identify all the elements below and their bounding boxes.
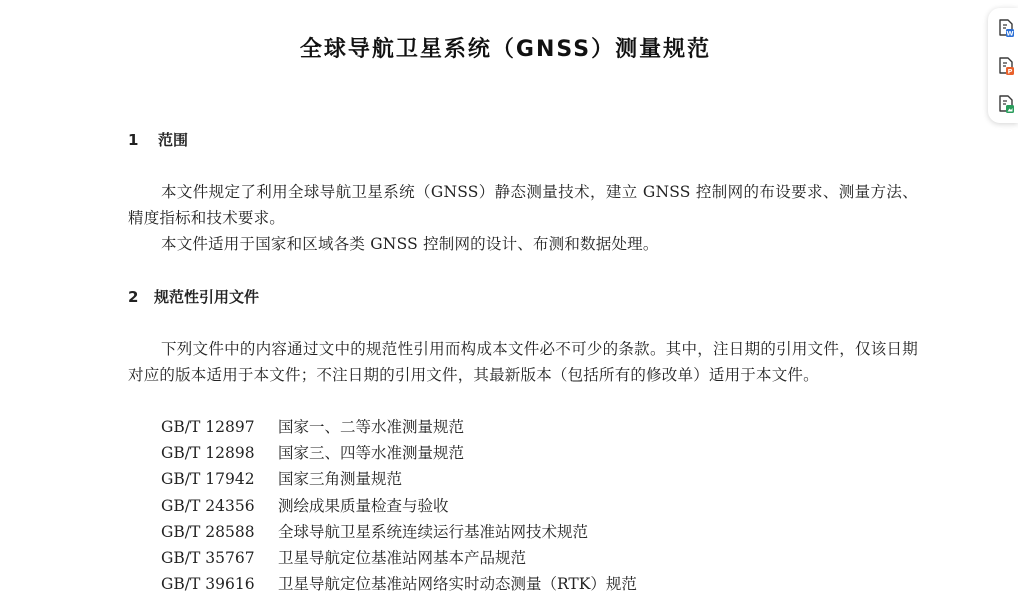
references-intro-paragraph: 下列文件中的内容通过文中的规范性引用而构成本文件必不可少的条款。其中，注日期的引用文件，仅该日期对应的版本适用于本文件；不注日期的引用文件，其最新版本（包括所有的修改单）适用于本文件。: [128, 340, 918, 384]
reference-code: GB/T 12898: [161, 444, 255, 463]
convert-to-word-button[interactable]: [998, 19, 1014, 37]
scope-paragraph-2: 本文件适用于国家和区域各类 GNSS 控制网的设计、布测和数据处理。: [161, 235, 659, 253]
reference-code: GB/T 24356: [161, 496, 255, 515]
reference-item: [161, 466, 637, 492]
reference-title: 国家三角测量规范: [278, 470, 403, 489]
reference-title: 卫星导航定位基准站网络实时动态测量（RTK）规范: [278, 575, 637, 594]
section-title: 规范性引用文件: [154, 288, 260, 306]
scope-paragraph-1: 本文件规定了利用全球导航卫星系统（GNSS）静态测量技术，建立 GNSS 控制网的布设要求、测量方法、精度指标和技术要求。: [128, 183, 918, 227]
reference-title: 国家一、二等水准测量规范: [278, 418, 465, 436]
convert-to-word-icon: [998, 19, 1014, 37]
reference-title: 国家三、四等水准测量规范: [278, 444, 465, 463]
reference-item: [161, 571, 637, 597]
side-toolbar: [988, 8, 1018, 123]
reference-title: 卫星导航定位基准站网基本产品规范: [278, 549, 527, 568]
convert-to-pdf-icon: [998, 57, 1014, 75]
svg-text:P: P: [1007, 67, 1013, 76]
convert-to-image-button[interactable]: [998, 95, 1014, 113]
document-title: 全球导航卫星系统（GNSS）测量规范: [299, 37, 712, 62]
reference-code: GB/T 12897: [161, 418, 255, 436]
reference-item: [161, 414, 637, 440]
section-title: 范围: [158, 131, 189, 149]
svg-text:W: W: [1006, 29, 1014, 38]
reference-item: [161, 493, 637, 519]
reference-code: GB/T 35767: [161, 549, 255, 568]
reference-title: 全球导航卫星系统连续运行基准站网技术规范: [278, 522, 589, 541]
reference-code: GB/T 28588: [161, 522, 255, 541]
reference-list: [161, 414, 637, 597]
reference-item: [161, 545, 637, 571]
section-heading-normative-references: [128, 286, 259, 307]
convert-to-image-icon: [998, 95, 1014, 113]
reference-code: GB/T 17942: [161, 470, 255, 489]
convert-to-pdf-button[interactable]: [998, 57, 1014, 75]
reference-item: [161, 519, 637, 545]
reference-item: [161, 440, 637, 466]
reference-code: GB/T 39616: [161, 575, 255, 594]
reference-title: 测绘成果质量检查与验收: [278, 496, 449, 515]
section-heading-scope: [128, 129, 188, 150]
section-number: 2: [128, 288, 139, 306]
section-number: 1: [128, 131, 139, 149]
